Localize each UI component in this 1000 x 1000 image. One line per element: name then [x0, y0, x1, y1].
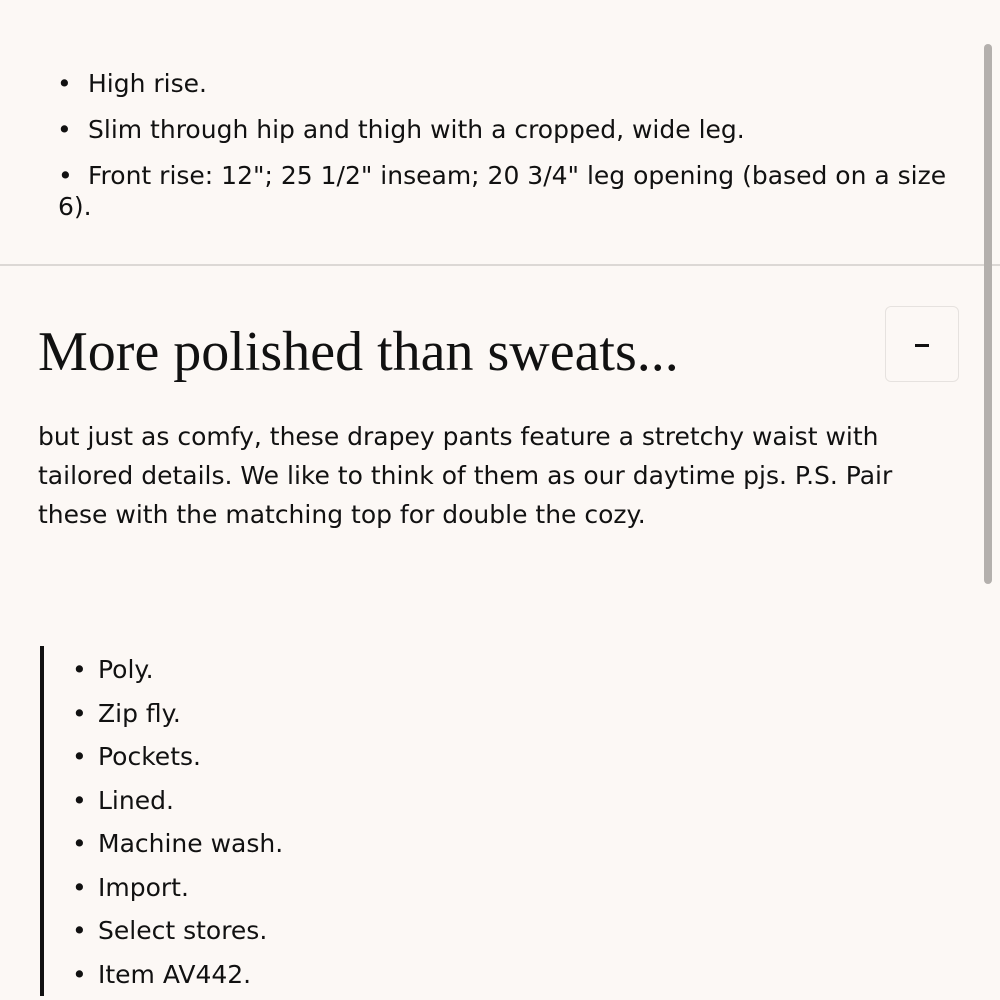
list-item	[44, 648, 644, 692]
bullet: •	[72, 785, 87, 815]
detail-text: Import.	[98, 872, 189, 902]
bullet: •	[58, 161, 73, 190]
scrollbar[interactable]	[984, 44, 992, 584]
list-item	[44, 953, 644, 997]
minus-icon	[915, 344, 929, 347]
section-divider	[0, 264, 1000, 266]
collapse-button[interactable]	[885, 306, 959, 382]
fit-detail-text: Slim through hip and thigh with a cropped, wide leg.	[88, 115, 745, 144]
bullet: •	[72, 655, 87, 684]
list-item	[44, 692, 644, 736]
detail-text: Zip fly.	[98, 698, 181, 728]
detail-text: Machine wash.	[98, 829, 284, 858]
list-item	[44, 779, 644, 823]
list-item	[44, 735, 644, 779]
bullet: •	[72, 916, 87, 945]
list-item	[40, 68, 970, 100]
list-item	[44, 909, 644, 953]
bullet: •	[72, 829, 87, 858]
bullet: •	[57, 69, 72, 98]
product-details	[40, 646, 644, 996]
bullet: •	[72, 959, 87, 989]
bullet: •	[72, 872, 87, 902]
detail-text: Poly.	[98, 655, 154, 684]
list-item	[44, 822, 644, 866]
list-item	[40, 160, 970, 222]
bullet: •	[72, 698, 87, 728]
detail-text: Select stores.	[98, 916, 268, 945]
list-item	[44, 866, 644, 910]
list-item	[40, 114, 970, 146]
fit-detail-text: High rise.	[88, 69, 207, 98]
fit-detail-text: Front rise: 12"; 25 1/2" inseam; 20 3/4" leg opening (based on a size 6).	[58, 161, 947, 221]
product-details-list	[44, 648, 644, 996]
bullet: •	[57, 115, 72, 144]
fit-details-list	[40, 68, 970, 236]
detail-text: Item AV442.	[98, 959, 252, 989]
bullet: •	[72, 742, 87, 771]
product-description: but just as comfy, these drapey pants feature a stretchy waist with tailored details. We like to think of them as our daytime pjs. P.S. Pair these with the matching top for double the cozy.	[38, 422, 893, 529]
detail-text: Pockets.	[98, 742, 201, 771]
detail-text: Lined.	[98, 785, 174, 815]
section-title: More polished than sweats...	[38, 321, 679, 383]
